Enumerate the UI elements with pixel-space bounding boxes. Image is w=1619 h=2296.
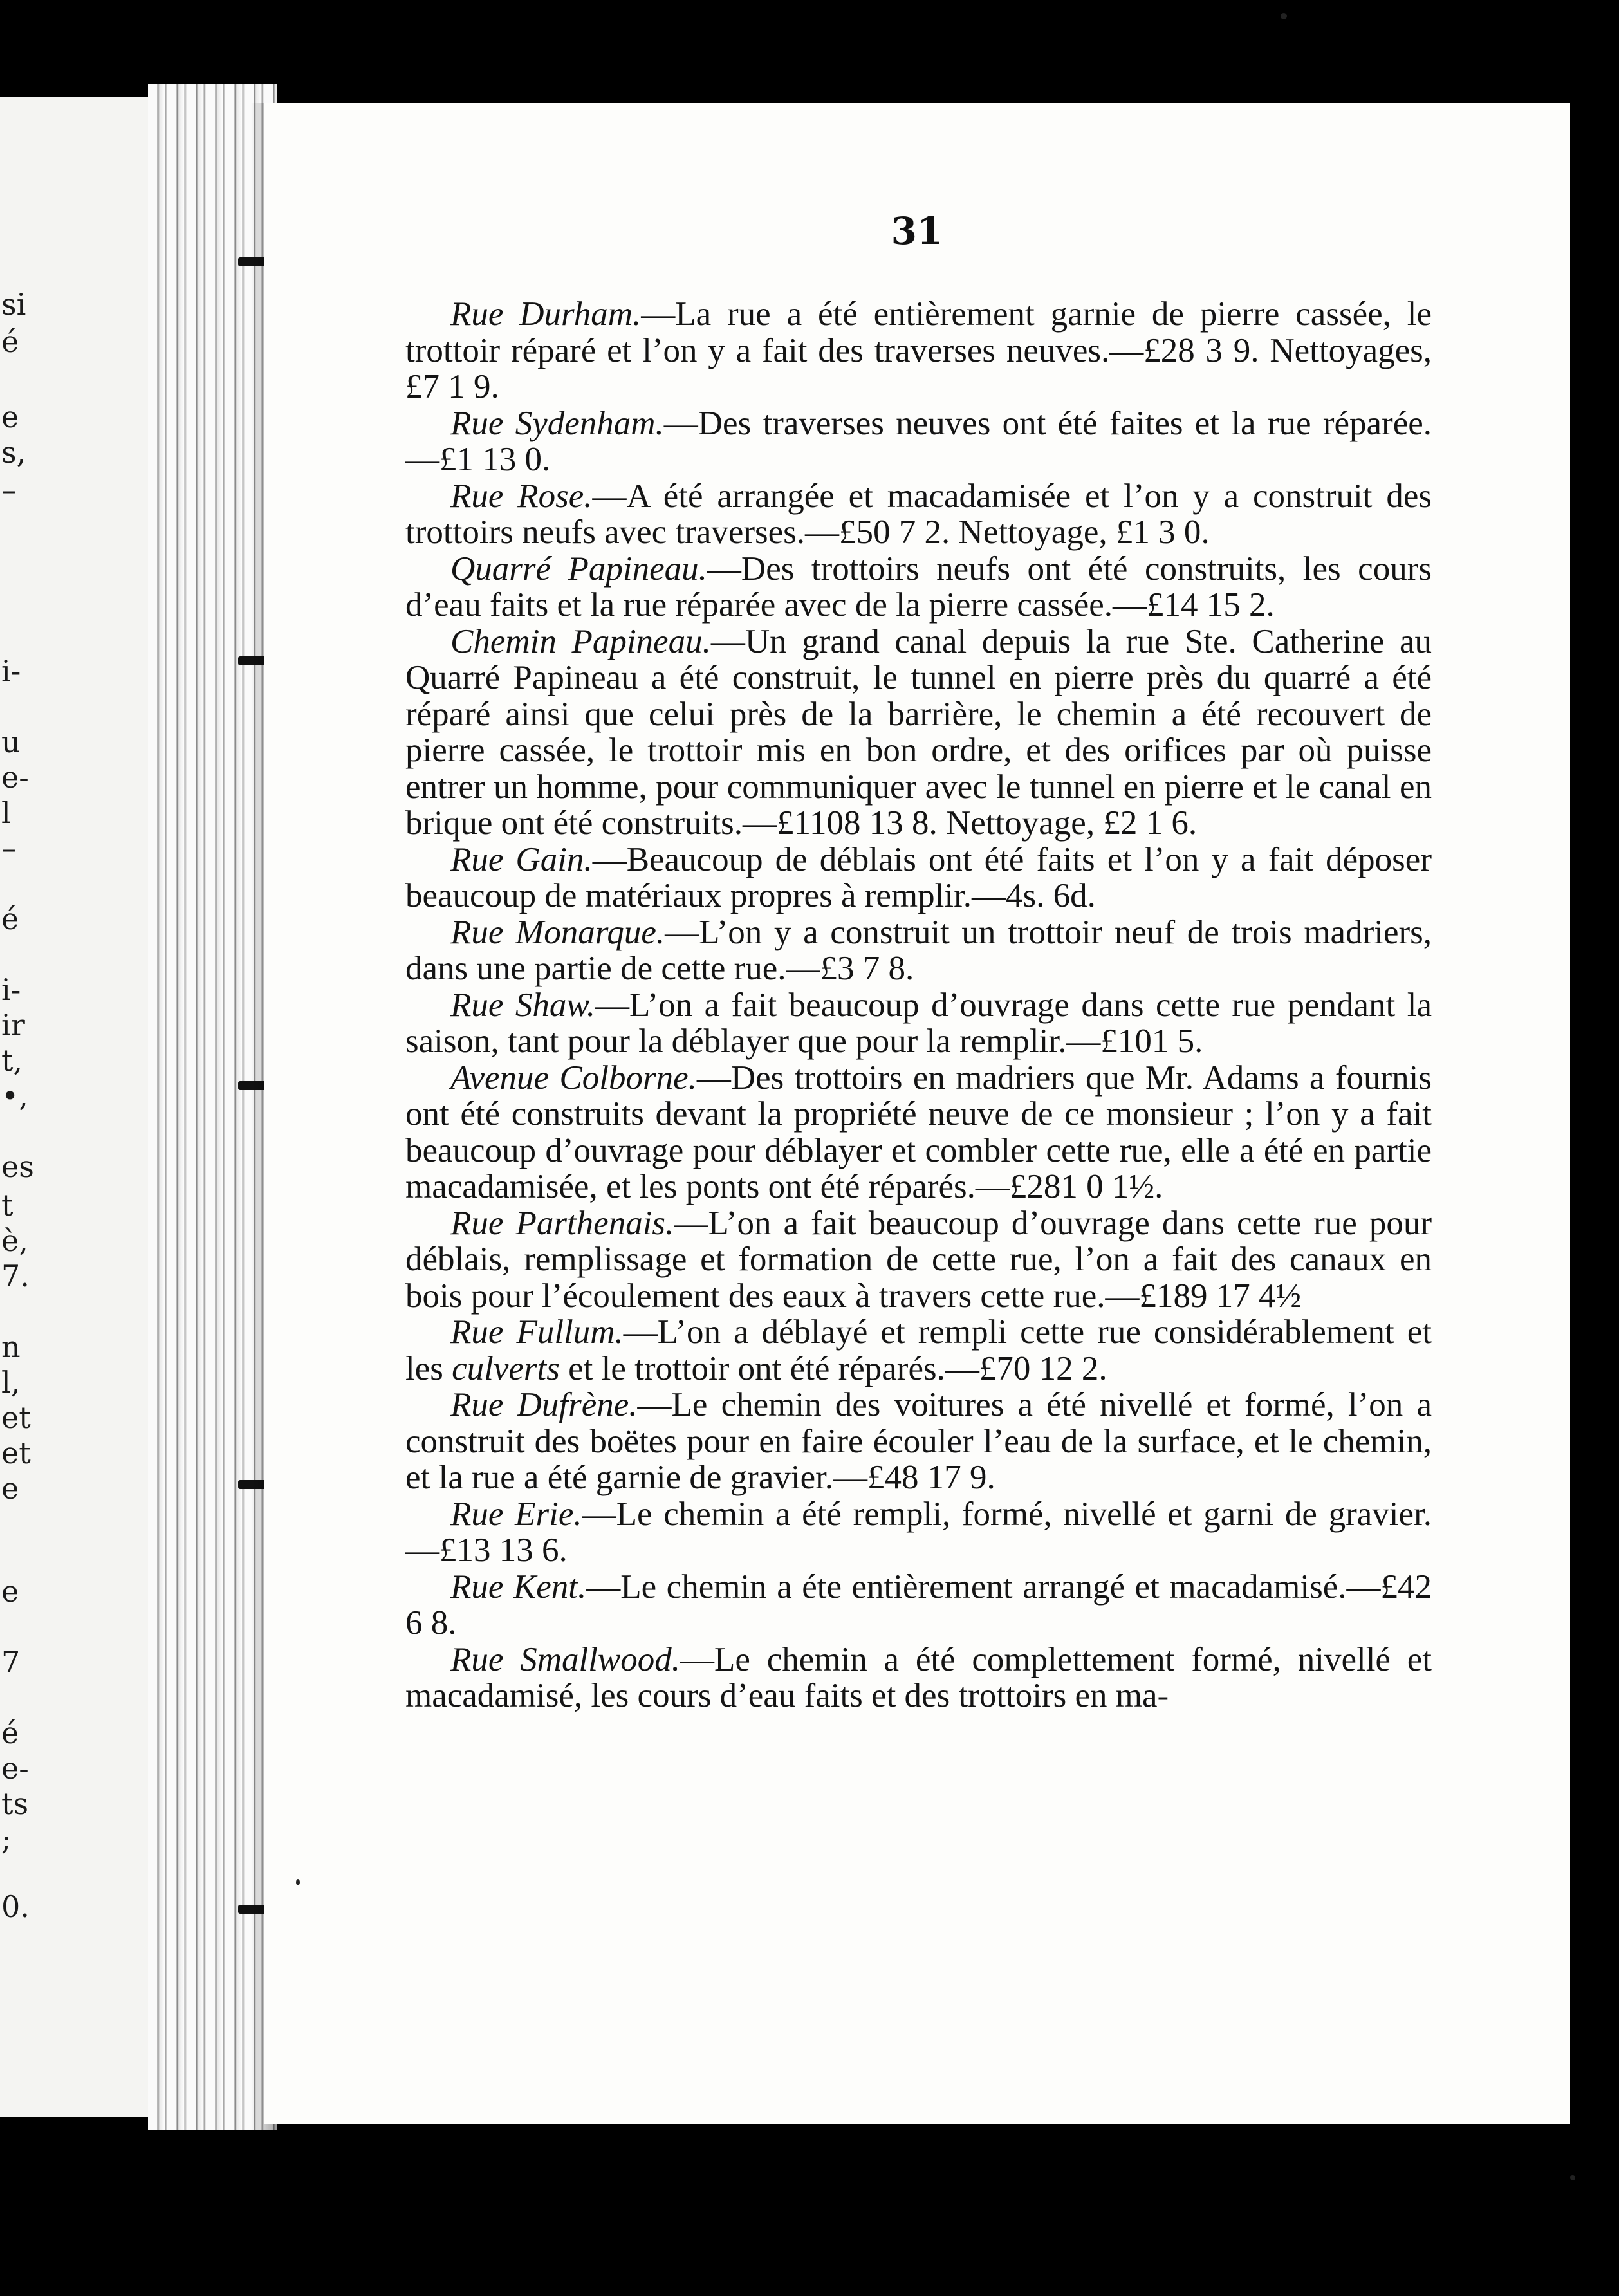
entry-text: —Des trottoirs neufs ont été construits, les cours d’eau faits et la rue réparée avec de la pierre cassée.—£14 15 2. bbox=[405, 550, 1432, 624]
edge-fragment: et bbox=[1, 1400, 31, 1435]
edge-fragment: ir bbox=[1, 1008, 25, 1042]
edge-fragment: – bbox=[1, 472, 16, 507]
entry-paragraph bbox=[405, 914, 1432, 987]
edge-fragment: i- bbox=[1, 654, 21, 689]
edge-fragment: l, bbox=[1, 1365, 21, 1400]
edge-fragment: es bbox=[1, 1149, 34, 1184]
entry-paragraph bbox=[405, 1496, 1432, 1569]
edge-fragment: t bbox=[1, 1188, 14, 1223]
street-name: Chemin Papineau. bbox=[450, 622, 711, 660]
scan-speck bbox=[296, 1879, 300, 1885]
entry-paragraph bbox=[405, 296, 1432, 405]
street-name: Quarré Papineau. bbox=[450, 550, 707, 588]
entry-paragraph bbox=[405, 1314, 1432, 1387]
edge-fragment: i- bbox=[1, 972, 21, 1007]
street-name: Rue Fullum. bbox=[450, 1313, 624, 1351]
edge-fragment: é bbox=[1, 1716, 19, 1750]
entry-paragraph bbox=[405, 1642, 1432, 1714]
entry-paragraph bbox=[405, 987, 1432, 1060]
scan-speck bbox=[1281, 13, 1287, 19]
page-number: 31 bbox=[891, 209, 943, 253]
entry-paragraph bbox=[405, 551, 1432, 624]
entry-paragraph bbox=[405, 842, 1432, 914]
edge-fragment: t, bbox=[1, 1043, 23, 1078]
entry-text: —L’on a fait beaucoup d’ouvrage dans cette rue pendant la saison, tant pour la déblayer que pour la remplir.—£101 5. bbox=[405, 986, 1432, 1060]
edge-fragment: é bbox=[1, 902, 19, 936]
street-name: Rue Smallwood. bbox=[450, 1640, 681, 1678]
entry-text: et le trottoir ont été réparés.—£70 12 2. bbox=[559, 1349, 1107, 1387]
entry-paragraph bbox=[405, 1387, 1432, 1496]
edge-fragment: e- bbox=[1, 760, 29, 795]
edge-fragment: 7. bbox=[1, 1259, 30, 1293]
entry-paragraph bbox=[405, 1569, 1432, 1642]
entry-text: —L’on a déblayé et rempli cette rue considérablement et les bbox=[405, 1313, 1432, 1387]
edge-fragment: e bbox=[1, 1471, 19, 1506]
street-name: Rue Sydenham. bbox=[450, 404, 664, 442]
page-body bbox=[405, 296, 1432, 1714]
entry-text: —Des traverses neuves ont été faites et la rue réparée.—£1 13 0. bbox=[405, 404, 1432, 478]
edge-fragment: u bbox=[1, 725, 21, 759]
edge-fragment: l bbox=[1, 795, 11, 830]
entry-paragraph bbox=[405, 624, 1432, 842]
entry-text: —Le chemin a éte entièrement arrangé et macadamisé.—£42 6 8. bbox=[405, 1568, 1432, 1642]
edge-fragment: e bbox=[1, 1574, 19, 1609]
italic-term: culverts bbox=[452, 1349, 560, 1387]
edge-fragment: ts bbox=[1, 1786, 29, 1821]
entry-text: —Des trottoirs en madriers que Mr. Adams a fournis ont été construits devant la propriété neuve de ce monsieur ; l’on y a fait beaucoup d’ouvrage pour déblayer et combler cette rue, elle a été en partie macadamisée, et les ponts ont été réparés.—£281 0 1½. bbox=[405, 1059, 1432, 1205]
entry-text: —Le chemin des voitures a été nivellé et formé, l’on a construit des boëtes pour en faire écouler l’eau de la surface, et le chemin, et la rue a été garnie de gravier.—£48 17 9. bbox=[405, 1386, 1432, 1496]
edge-fragment: si bbox=[1, 287, 26, 322]
entry-text: —L’on a fait beaucoup d’ouvrage dans cette rue pour déblais, remplissage et formation de cette rue, l’on a fait des canaux en bois pour l’écoulement des eaux à travers cette rue.—£189 17 4½ bbox=[405, 1204, 1432, 1315]
edge-fragment: é bbox=[1, 324, 19, 359]
scan-speck bbox=[1570, 2175, 1575, 2180]
entry-text: —Le chemin a été rempli, formé, nivellé et garni de gravier.—£13 13 6. bbox=[405, 1495, 1432, 1569]
street-name: Rue Shaw. bbox=[450, 986, 595, 1024]
edge-fragment: n bbox=[1, 1329, 21, 1364]
book-page bbox=[264, 103, 1570, 2124]
entry-text: —L’on y a construit un trottoir neuf de trois madriers, dans une partie de cette rue.—£3 7 8. bbox=[405, 913, 1432, 987]
entry-paragraph bbox=[405, 1060, 1432, 1205]
entry-text: —A été arrangée et macadamisée et l’on y a construit des trottoirs neufs avec traverses.—£50 7 2. Nettoyage, £1 3 0. bbox=[405, 477, 1432, 551]
facing-page-text-fragments bbox=[0, 97, 34, 2117]
edge-fragment: 0. bbox=[1, 1889, 30, 1924]
edge-fragment: è, bbox=[1, 1223, 28, 1258]
street-name: Rue Dufrène. bbox=[450, 1386, 638, 1423]
entry-paragraph bbox=[405, 1205, 1432, 1315]
entry-text: —Beaucoup de déblais ont été faits et l’on y a fait déposer beaucoup de matériaux propres à remplir.—4s. 6d. bbox=[405, 840, 1432, 914]
street-name: Rue Parthenais. bbox=[450, 1204, 674, 1242]
street-name: Avenue Colborne. bbox=[450, 1059, 697, 1097]
street-name: Rue Erie. bbox=[450, 1495, 582, 1533]
street-name: Rue Rose. bbox=[450, 477, 593, 515]
entry-paragraph bbox=[405, 405, 1432, 478]
edge-fragment: e- bbox=[1, 1751, 29, 1786]
edge-fragment: •, bbox=[1, 1079, 28, 1113]
entry-text: —Le chemin a été complettement formé, nivellé et macadamisé, les cours d’eau faits et des trottoirs en ma- bbox=[405, 1640, 1432, 1714]
street-name: Rue Gain. bbox=[450, 840, 593, 878]
street-name: Rue Durham. bbox=[450, 295, 642, 333]
edge-fragment: 7 bbox=[1, 1645, 21, 1680]
entry-text: —Un grand canal depuis la rue Ste. Catherine au Quarré Papineau a été construit, le tunnel en pierre près du quarré a été réparé ainsi que celui près de la barrière, le chemin a été recouvert de pierre cassée, le trottoir mis en bon ordre, et des orifices par où puisse entrer un homme, pour communiquer avec le tunnel en pierre et le canal en brique ont été construits.—£1108 13 8. Nettoyage, £2 1 6. bbox=[405, 622, 1432, 842]
street-name: Rue Kent. bbox=[450, 1568, 587, 1606]
edge-fragment: et bbox=[1, 1436, 31, 1470]
edge-fragment: s, bbox=[1, 435, 26, 470]
edge-fragment: e bbox=[1, 400, 19, 434]
street-name: Rue Monarque. bbox=[450, 913, 665, 951]
edge-fragment: ; bbox=[1, 1822, 12, 1856]
entry-paragraph bbox=[405, 478, 1432, 551]
edge-fragment: – bbox=[1, 831, 16, 866]
entry-text: —La rue a été entièrement garnie de pierre cassée, le trottoir réparé et l’on y a fait des traverses neuves.—£28 3 9. Nettoyages, £7 1 9. bbox=[405, 295, 1432, 405]
